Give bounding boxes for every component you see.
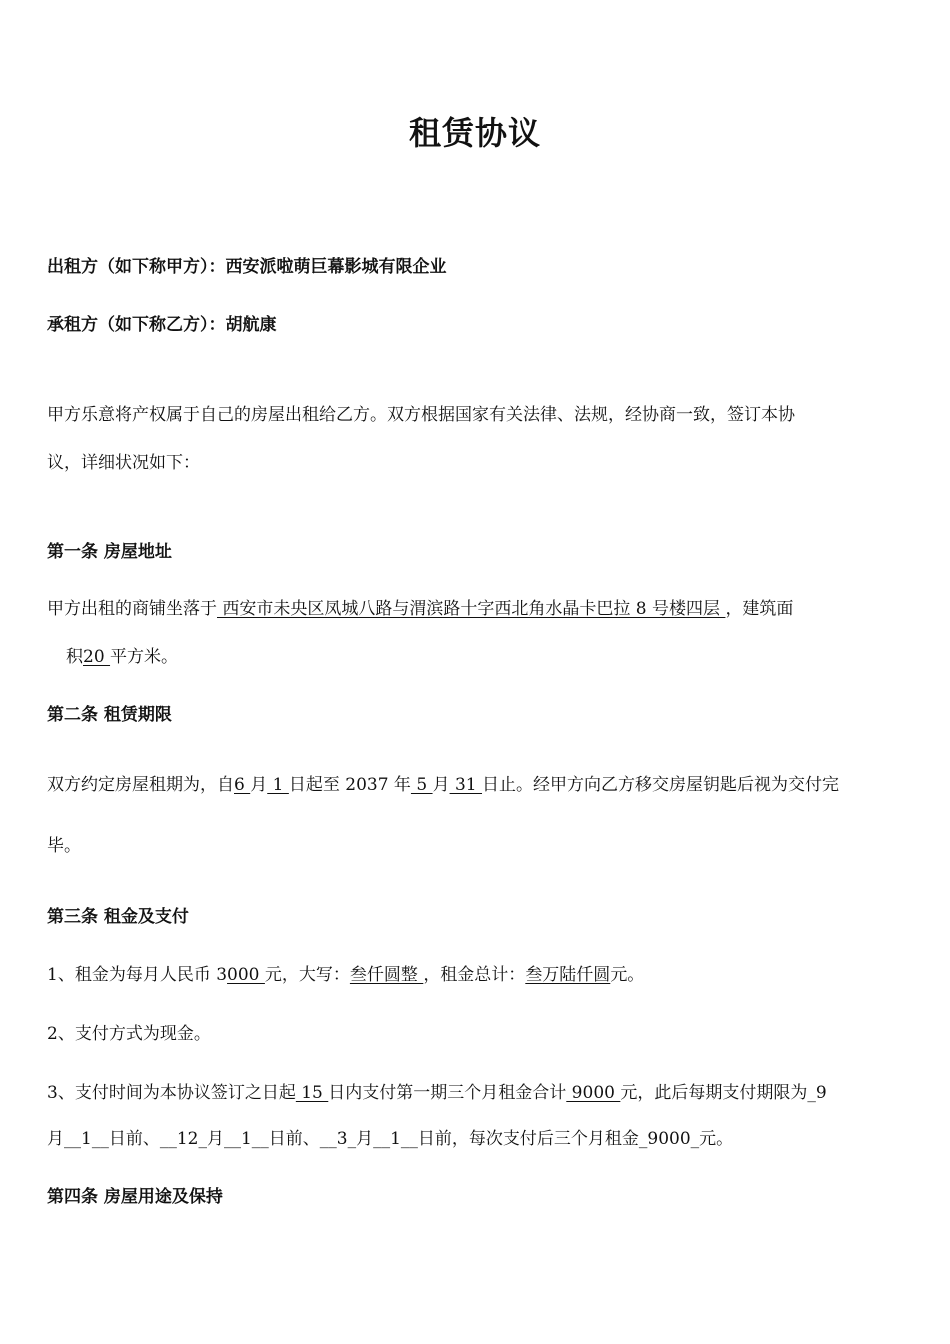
payment-days: 15: [295, 1083, 329, 1103]
first-payment-amount: 9000: [566, 1083, 621, 1103]
start-month: 6: [234, 775, 251, 795]
article-1-text: 积: [66, 647, 83, 667]
article-4-heading: 第四条 房屋用途及保持: [47, 1187, 223, 1207]
rent-total: 叁万陆仟圆: [525, 965, 611, 985]
lessee-line: 承租方（如下称乙方）：胡航康: [47, 315, 277, 335]
article-2-text: 双方约定房屋租期为，自: [47, 775, 234, 795]
article-1-text: ，建筑面: [725, 599, 794, 619]
article-1-line-2: [66, 645, 936, 669]
article-2-text: 月: [432, 775, 450, 795]
article-3-item-3: [47, 1081, 917, 1105]
article-2-text: 月: [250, 775, 268, 795]
article-2-line-1: [47, 773, 917, 797]
article-1-heading: 第一条 房屋地址: [47, 542, 172, 562]
article-2-text: 日止。经甲方向乙方移交房屋钥匙后视为交付完: [482, 775, 840, 795]
intro-line-1: 甲方乐意将产权属于自己的房屋出租给乙方。双方根据国家有关法律、法规，经协商一致，签订本协: [47, 405, 795, 425]
article-3-text: 3、支付时间为本协议签订之日起: [47, 1083, 296, 1103]
article-3-text: 1、租金为每月人民币 3: [47, 965, 228, 985]
article-3-text: 日内支付第一期三个月租金合计: [328, 1083, 567, 1103]
article-3-heading: 第三条 租金及支付: [47, 907, 189, 927]
property-area: 20: [83, 647, 111, 667]
intro-line-2: 议，详细状况如下：: [47, 453, 200, 473]
lessor-line: 出租方（如下称甲方）：西安派啦萌巨幕影城有限企业: [47, 257, 447, 277]
article-3-text: 元。: [610, 965, 645, 985]
article-1-text: 平方米。: [110, 647, 179, 667]
article-2-heading: 第二条 租赁期限: [47, 705, 172, 725]
article-3-text: 元，此后每期支付期限为_9: [620, 1083, 827, 1103]
start-day: 1: [267, 775, 289, 795]
article-2-text: 日起至 2037 年: [288, 775, 411, 795]
article-3-item-1: [47, 963, 917, 987]
document-title: 租赁协议: [408, 114, 541, 152]
article-1-text: 甲方出租的商铺坐落于: [47, 599, 217, 619]
article-1-line-1: [47, 597, 917, 621]
article-2-line-2: 毕。: [47, 836, 81, 856]
article-3-text: 元，大写：: [264, 965, 350, 985]
property-address: 西安市未央区凤城八路与渭滨路十字西北角水晶卡巴拉 8 号楼四层: [217, 599, 726, 619]
rent-in-words: 叁仟圆整: [349, 965, 424, 985]
end-month: 5: [410, 775, 433, 795]
end-day: 31: [449, 775, 483, 795]
article-3-item-3-line-2: 月__1__日前、__12_月__1__日前、__3_月__1__日前，每次支付后三个月租金_9000_元。: [47, 1129, 734, 1149]
monthly-rent: 000: [227, 965, 265, 985]
article-3-text: ，租金总计：: [423, 965, 526, 985]
article-3-item-2: 2、支付方式为现金。: [47, 1024, 211, 1044]
